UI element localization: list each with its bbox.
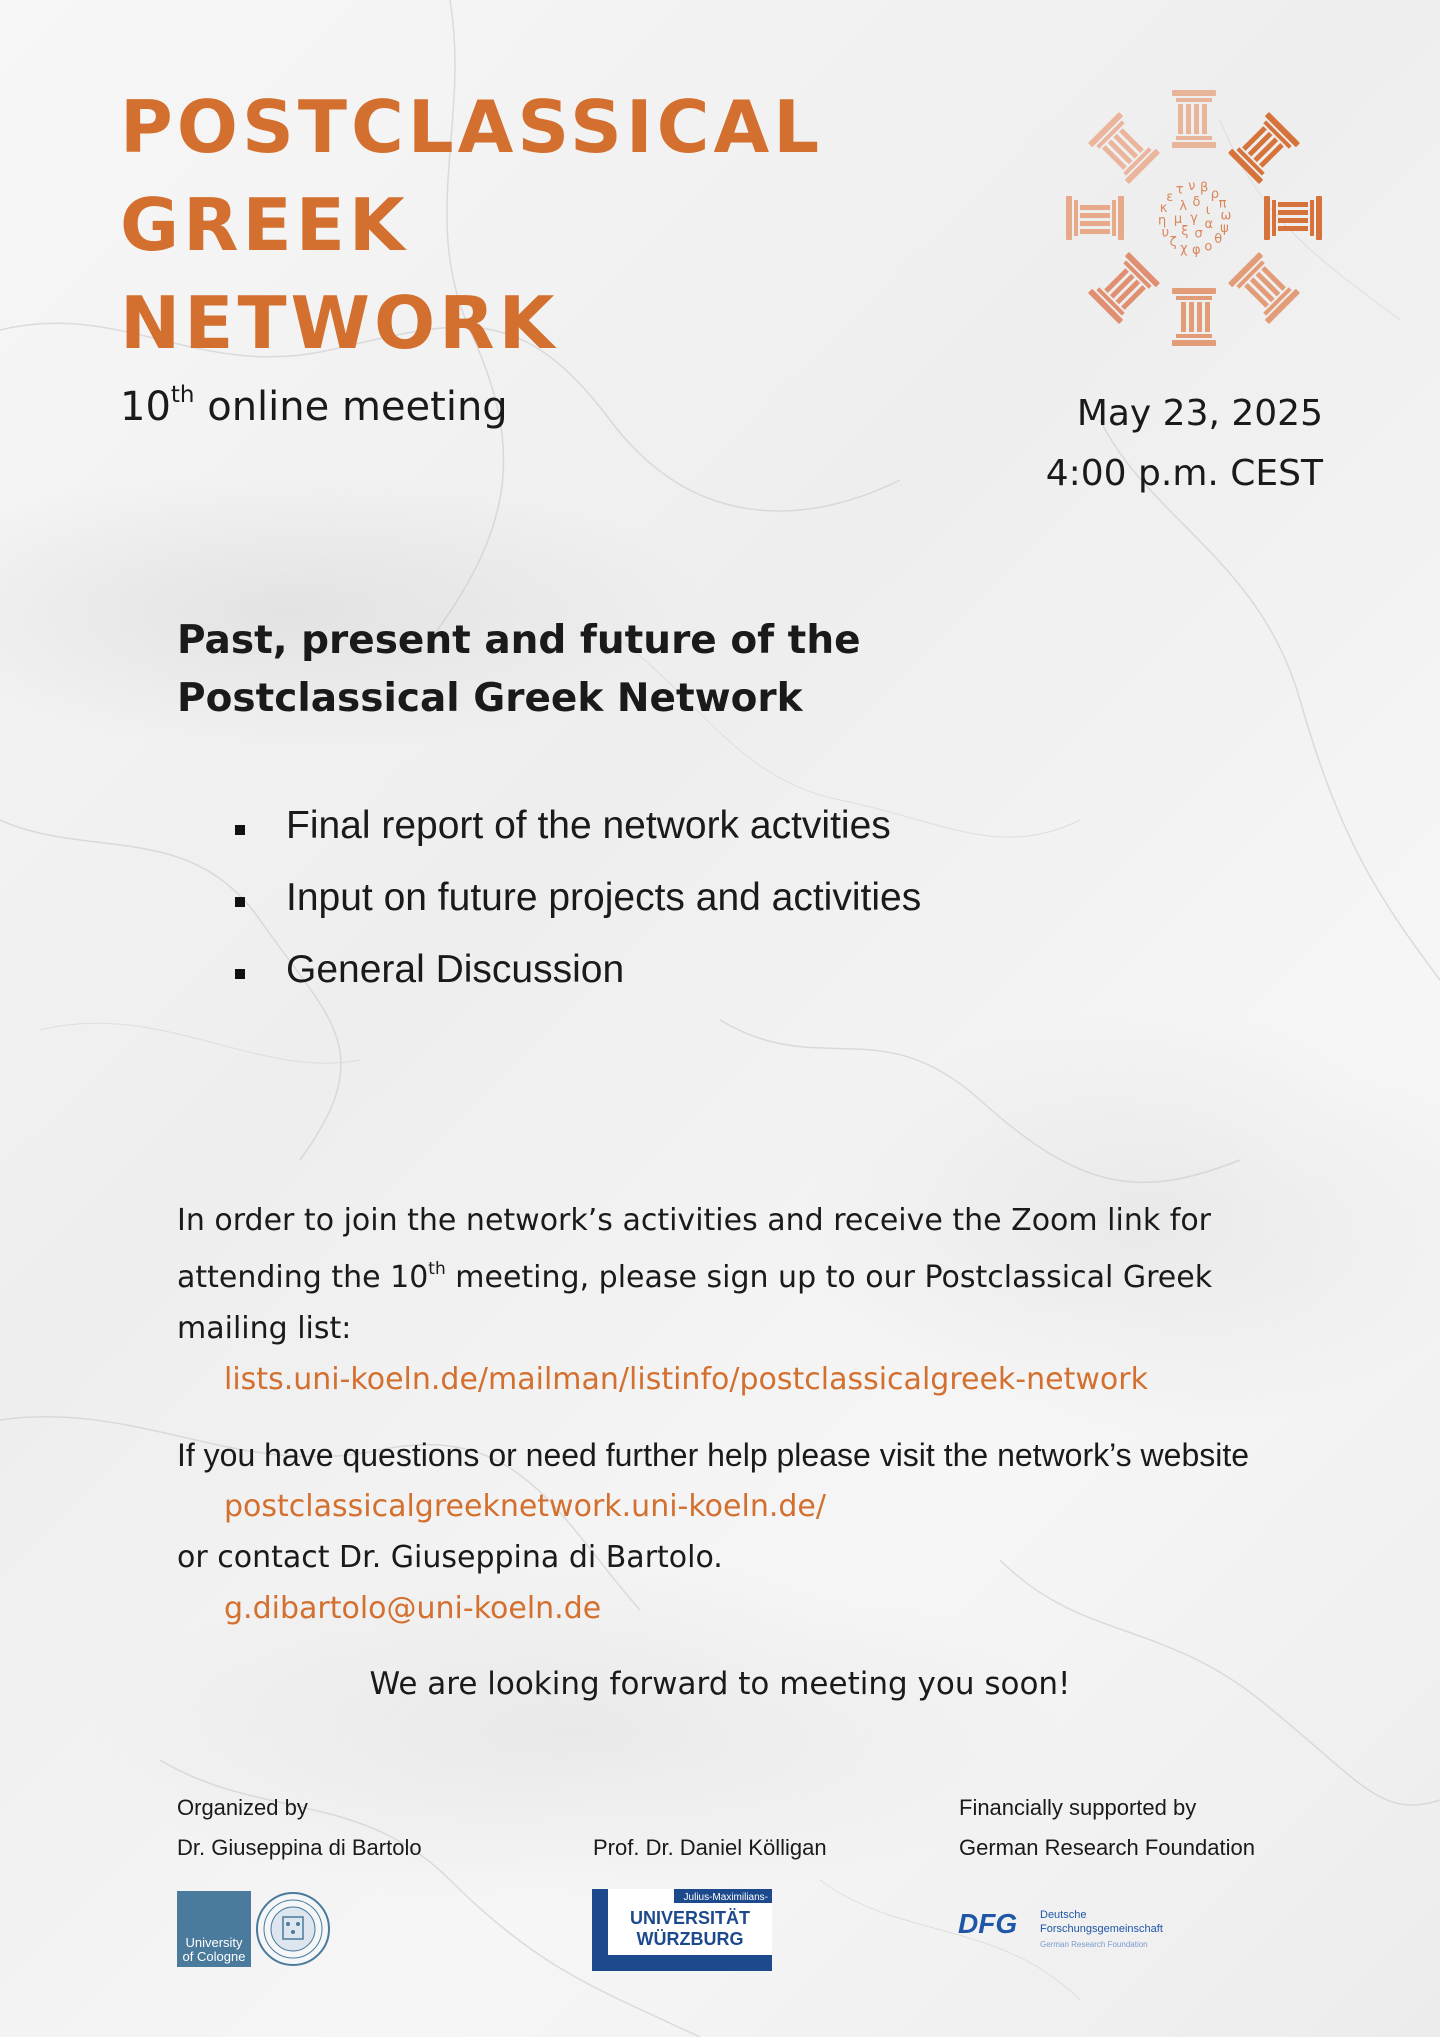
- meeting-date: May 23, 2025: [1076, 393, 1323, 434]
- join-line-2-end: meeting, please sign up to our Postclassical Greek: [445, 1260, 1213, 1295]
- join-line-2: [177, 1246, 1297, 1303]
- meeting-ordinal: th: [170, 381, 195, 408]
- greek-letter: ρ: [1210, 186, 1220, 202]
- email-link[interactable]: g.dibartolo@uni-koeln.de: [224, 1591, 602, 1626]
- greek-letter: χ: [1180, 241, 1188, 257]
- website-link[interactable]: postclassicalgreeknetwork.uni-koeln.de/: [224, 1489, 826, 1524]
- support-label: Financially supported by: [959, 1795, 1197, 1820]
- join-line-3: mailing list:: [177, 1311, 352, 1346]
- organizer-1: Dr. Giuseppina di Bartolo: [177, 1835, 422, 1860]
- agenda-item-text: General Discussion: [286, 948, 625, 991]
- greek-letter: μ: [1173, 212, 1183, 227]
- greek-letter: π: [1218, 196, 1227, 212]
- greek-letter: κ: [1159, 200, 1168, 216]
- topic-line-2: Postclassical Greek Network: [177, 676, 803, 721]
- greek-letter: υ: [1161, 225, 1170, 241]
- greek-letter: ν: [1188, 179, 1196, 195]
- topic-line-1: Past, present and future of the: [177, 618, 861, 663]
- bullet-icon: [235, 969, 245, 979]
- dfg-line-1: Deutsche: [1040, 1909, 1087, 1921]
- meeting-label: [120, 381, 508, 430]
- greek-letter: ε: [1166, 190, 1174, 206]
- join-line-2-start: attending the 10: [177, 1260, 429, 1295]
- meeting-text: online meeting: [207, 384, 508, 430]
- organizer-2: Prof. Dr. Daniel Kölligan: [593, 1835, 827, 1860]
- greek-letter: θ: [1214, 231, 1223, 247]
- dfg-line-2: Forschungsgemeinschaft: [1040, 1923, 1163, 1935]
- greek-letter: τ: [1175, 182, 1184, 198]
- dfg-line-3: German Research Foundation: [1040, 1940, 1148, 1949]
- greek-letter: λ: [1179, 199, 1188, 215]
- dfg-logo: [958, 1905, 1178, 1955]
- support-block: [959, 1788, 1255, 1868]
- mailing-list-link[interactable]: lists.uni-koeln.de/mailman/listinfo/postclassicalgreek-network: [224, 1362, 1148, 1397]
- greek-letter: β: [1199, 180, 1209, 196]
- closing-message: We are looking forward to meeting you soon!: [369, 1666, 1071, 1702]
- agenda-item-text: Final report of the network actvities: [286, 804, 891, 847]
- agenda-item-text: Input on future projects and activities: [286, 876, 922, 919]
- meeting-datetime: [1046, 384, 1323, 504]
- join-line-2-sup: th: [428, 1259, 446, 1279]
- agenda-item: [232, 870, 921, 942]
- greek-letter: ξ: [1181, 224, 1189, 240]
- greek-letter: δ: [1192, 195, 1201, 211]
- title-line-2: GREEK: [120, 183, 409, 267]
- help-section: [177, 1430, 1327, 1634]
- cologne-line-1: University: [185, 1935, 243, 1950]
- greek-letter: ζ: [1169, 235, 1177, 251]
- join-line-1: In order to join the network’s activities and receive the Zoom link for: [177, 1203, 1212, 1238]
- bullet-icon: [235, 825, 245, 835]
- dfg-mark: DFG: [958, 1908, 1018, 1939]
- wurzburg-top: Julius-Maximilians-: [683, 1892, 768, 1903]
- wurzburg-line-2: WÜRZBURG: [636, 1929, 744, 1949]
- help-line-2: or contact Dr. Giuseppina di Bartolo.: [177, 1540, 723, 1575]
- greek-letter: γ: [1190, 211, 1198, 226]
- join-instructions: [177, 1195, 1297, 1405]
- organized-label: Organized by: [177, 1795, 308, 1820]
- greek-letter: ψ: [1220, 221, 1229, 237]
- greek-letter: ω: [1220, 208, 1232, 224]
- bullet-icon: [235, 897, 245, 907]
- wurzburg-line-1: UNIVERSITÄT: [629, 1908, 751, 1928]
- help-line-1: If you have questions or need further help please visit the network’s website: [177, 1437, 1250, 1473]
- greek-letter: η: [1157, 213, 1167, 229]
- agenda-list: [232, 798, 921, 1014]
- supporter-name: German Research Foundation: [959, 1835, 1255, 1860]
- meeting-time: 4:00 p.m. CEST: [1045, 453, 1323, 494]
- meeting-topic: [177, 612, 861, 728]
- title-line-3: NETWORK: [120, 281, 559, 365]
- greek-letter: ι: [1205, 203, 1211, 219]
- agenda-item: [232, 942, 921, 1014]
- university-wurzburg-logo: [592, 1889, 772, 1971]
- network-title: [120, 78, 823, 372]
- column-wheel-logo: [1062, 86, 1326, 350]
- agenda-item: [232, 798, 921, 870]
- greek-letter: σ: [1194, 226, 1203, 242]
- greek-letter: φ: [1192, 242, 1201, 258]
- cologne-line-2: of Cologne: [182, 1949, 246, 1964]
- greek-letter: ο: [1204, 239, 1213, 255]
- university-of-cologne-logo: [177, 1891, 331, 1967]
- meeting-number: 10: [120, 384, 171, 430]
- greek-letter: α: [1204, 217, 1214, 232]
- organizer-block: [177, 1788, 422, 1868]
- title-line-1: POSTCLASSICAL: [120, 85, 824, 169]
